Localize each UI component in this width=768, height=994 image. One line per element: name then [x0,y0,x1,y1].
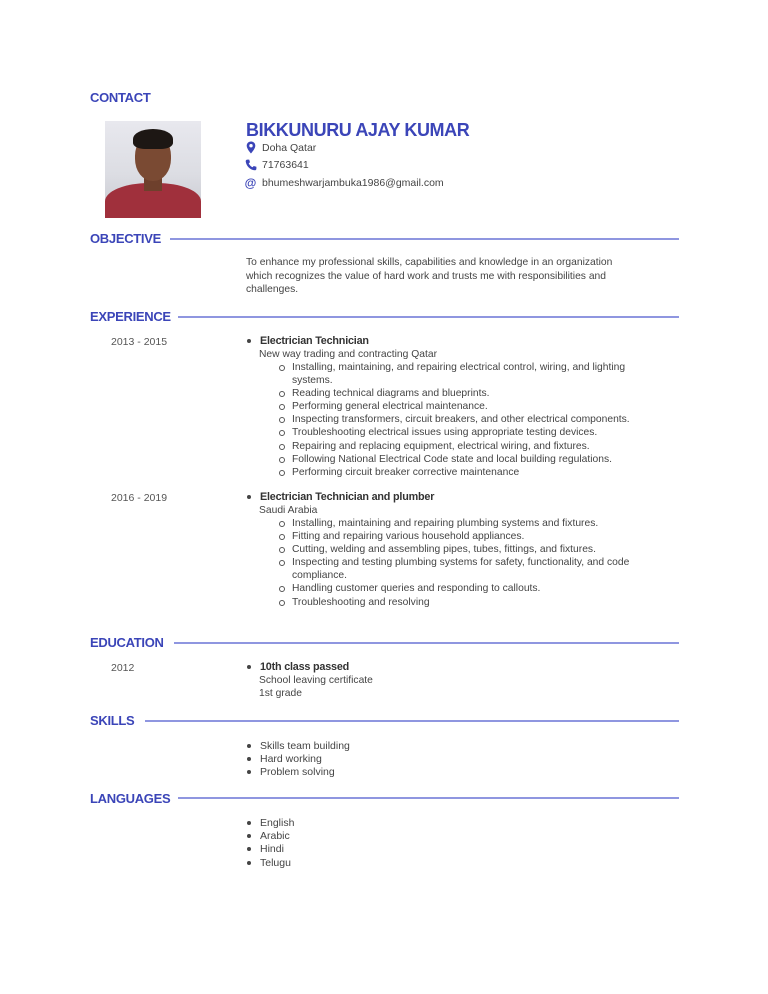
skills-divider [145,720,679,722]
skill-item [246,752,350,765]
skills-heading: SKILLS [90,713,135,728]
bullet [247,665,251,669]
experience-heading: EXPERIENCE [90,309,171,324]
skill-item [246,739,350,752]
phone-icon [244,158,257,171]
language-label: Arabic [260,829,290,842]
location-text: Doha Qatar [262,141,317,154]
education-divider [174,642,679,644]
duty-item: Troubleshooting and resolving [276,596,686,609]
duty-item: Installing, maintaining and repairing plumbing systems and fixtures. [276,517,686,530]
language-label: English [260,816,295,829]
duty-item: Following National Electrical Code state and local building regulations. [276,453,686,466]
language-label: Hindi [260,843,284,856]
education-entry [246,660,686,700]
duty-item: Reading technical diagrams and blueprints. [276,387,686,400]
language-item [246,829,294,842]
job-title: Electrician Technician [260,335,369,347]
language-label: Telugu [260,856,291,869]
bullet [247,339,251,343]
languages-divider [178,797,679,799]
skill-item [246,766,350,779]
duty-item: Troubleshooting electrical issues using appropriate testing devices. [276,426,686,439]
language-item [246,856,294,869]
candidate-name: BIKKUNURU AJAY KUMAR [246,120,470,140]
languages-list [246,816,294,869]
language-item [246,843,294,856]
phone-row [244,158,309,171]
education-detail: School leaving certificate [259,675,373,686]
job-duties [246,361,686,479]
at-sign-icon: @ [244,175,257,190]
bullet [247,495,251,499]
job-entry [246,490,686,609]
profile-photo [105,121,201,218]
location-pin-icon [244,141,257,154]
location-row [244,141,316,154]
education-dates: 2012 [111,662,135,674]
objective-line: challenges. [246,284,299,295]
skills-list [246,739,350,779]
duty-item: Inspecting and testing plumbing systems for safety, functionality, and code [276,556,686,569]
job-duties [246,517,686,609]
duty-item: Fitting and repairing various household appliances. [276,530,686,543]
duty-item: Installing, maintaining, and repairing electrical control, wiring, and lighting [276,361,686,374]
duty-item: Performing circuit breaker corrective maintenance [276,466,686,479]
job-title: Electrician Technician and plumber [260,491,435,503]
duty-item: Repairing and replacing equipment, electrical wiring, and fixtures. [276,440,686,453]
duty-item-continued: compliance. [292,570,347,582]
education-detail: 1st grade [259,688,302,699]
skill-label: Skills team building [260,739,350,752]
job-entry [246,334,686,479]
skill-label: Hard working [260,752,322,765]
duty-item: Performing general electrical maintenance. [276,400,686,413]
phone-text: 71763641 [262,158,309,171]
education-heading: EDUCATION [90,635,164,650]
objective-heading: OBJECTIVE [90,231,161,246]
objective-line: which recognizes the value of hard work and trusts me with responsibilities and [246,270,606,282]
email-row [244,176,444,189]
duty-item-continued: systems. [292,375,333,387]
job-company: New way trading and contracting Qatar [259,349,437,360]
languages-heading: LANGUAGES [90,791,171,806]
contact-heading: CONTACT [90,90,151,105]
job-dates: 2016 - 2019 [111,492,168,504]
email-text: bhumeshwarjambuka1986@gmail.com [262,176,444,189]
education-title: 10th class passed [260,661,350,673]
objective-text [246,256,666,297]
objective-divider [170,238,679,240]
duty-item: Cutting, welding and assembling pipes, tubes, fittings, and fixtures. [276,543,686,556]
job-dates: 2013 - 2015 [111,336,168,348]
skill-label: Problem solving [260,766,335,779]
duty-item: Inspecting transformers, circuit breakers, and other electrical components. [276,413,686,426]
language-item [246,816,294,829]
objective-line: To enhance my professional skills, capabilities and knowledge in an organization [246,257,613,268]
job-company: Saudi Arabia [259,505,318,516]
experience-divider [178,316,679,318]
duty-item: Handling customer queries and responding to callouts. [276,582,686,595]
